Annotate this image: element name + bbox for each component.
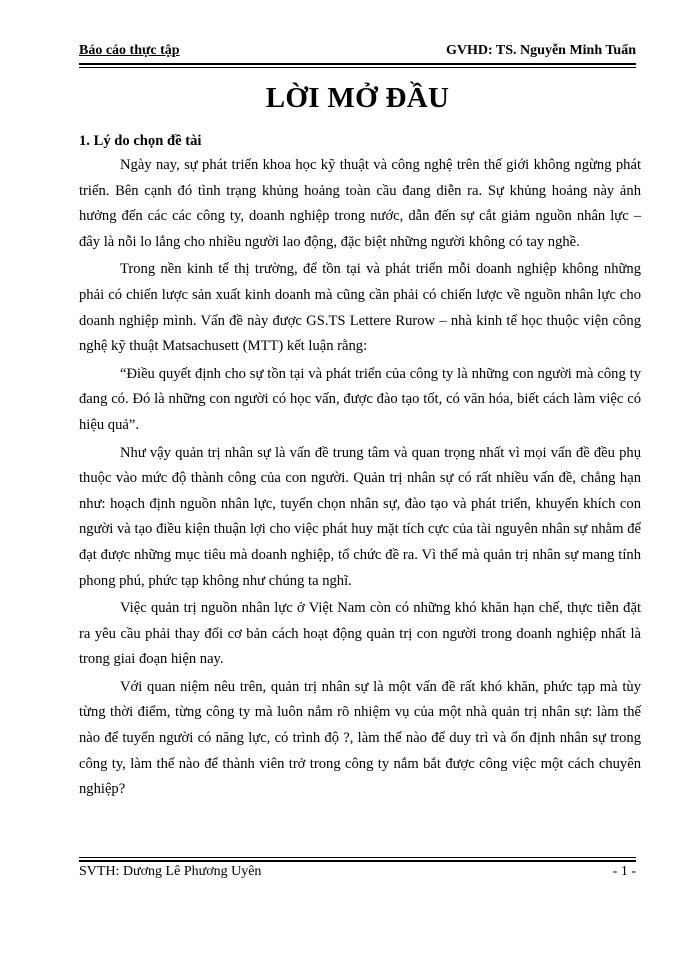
paragraph: Với quan niệm nêu trên, quản trị nhân sự là một vấn đề rất khó khăn, phức tạp mà tùy từng thời điểm, từng công ty mà luôn nắm rõ nhiệm vụ của một nhà quản trị nhân sự: làm thế nào để tuyển người có năng lực, có trình độ ?, làm thế nào để duy trì và ổn định nhân sự trong công ty, làm thế nào để thành viên trở trong công ty nắm bắt được công việc một cách chuyên nghiệp?	[79, 678, 641, 798]
section-heading: 1. Lý do chọn đề tài	[79, 133, 202, 149]
page-header	[79, 43, 636, 63]
header-advisor: GVHD: TS. Nguyễn Minh Tuấn	[446, 43, 636, 58]
document-body	[79, 130, 641, 805]
header-rule-thin	[79, 67, 636, 68]
page-number: - 1 -	[612, 864, 636, 879]
footer-student: SVTH: Dương Lê Phương Uyên	[79, 864, 262, 879]
page-footer	[79, 864, 636, 884]
footer-rule-thin	[79, 857, 636, 858]
header-report-label: Báo cáo thực tập	[79, 43, 180, 58]
paragraph: Như vậy quản trị nhân sự là vấn đề trung tâm và quan trọng nhất vì mọi vấn đề đều phụ thuộc vào mức độ thành công của con người. Quản trị nhân sự có rất nhiều vấn đề, chẳng hạn như: hoạch định nguồn nhân lực, tuyển chọn nhân sự, đào tạo và phát triển, khuyến khích con người và tạo điều kiện thuận lợi cho việc phát huy mặt tích cực của tài nguyên nhân sự nhằm để đạt được những mục tiêu mà doanh nghiệp, tổ chức đề ra. Vì thế mà quản trị nhân sự mang tính phong phú, phức tạp không như chúng ta nghĩ.	[79, 444, 641, 589]
page-title: LỜI MỞ ĐẦU	[265, 82, 450, 114]
paragraph: Việc quản trị nguồn nhân lực ở Việt Nam còn có những khó khăn hạn chế, thực tiễn đặt ra yêu cầu phải thay đổi cơ bản cách hoạt động quản trị con người trong doanh nghiệp nhất là trong giai đoạn hiện nay.	[79, 600, 641, 668]
paragraph: Trong nền kinh tế thị trường, để tồn tại và phát triển mỗi doanh nghiệp không những phải có chiến lược sản xuất kinh doanh mà cũng cần phải có chiến lược về nguồn nhân lực cho doanh nghiệp mình. Vấn đề này được GS.TS Lettere Rurow – nhà kinh tế học thuộc viện công nghệ kỹ thuật Matsachusett (MTT) kết luận rằng:	[79, 261, 641, 355]
quote-paragraph: “Điều quyết định cho sự tồn tại và phát triển của công ty là những con người mà công ty đang có. Đó là những con người có học vấn, được đào tạo tốt, có văn hóa, biết cách làm việc có hiệu quả”.	[79, 365, 641, 433]
footer-rule	[79, 860, 636, 862]
header-rule	[79, 63, 636, 65]
paragraph: Ngày nay, sự phát triển khoa học kỹ thuật và công nghệ trên thế giới không ngừng phát triển. Bên cạnh đó tình trạng khủng hoảng toàn cầu đang diễn ra. Sự khủng hoảng này ảnh hưởng đến các các công ty, doanh nghiệp trong nước, dẫn đến sự cắt giảm nguồn nhân lực – đây là nỗi lo lắng cho nhiều người lao động, đặc biệt những người không có tay nghề.	[79, 157, 641, 250]
